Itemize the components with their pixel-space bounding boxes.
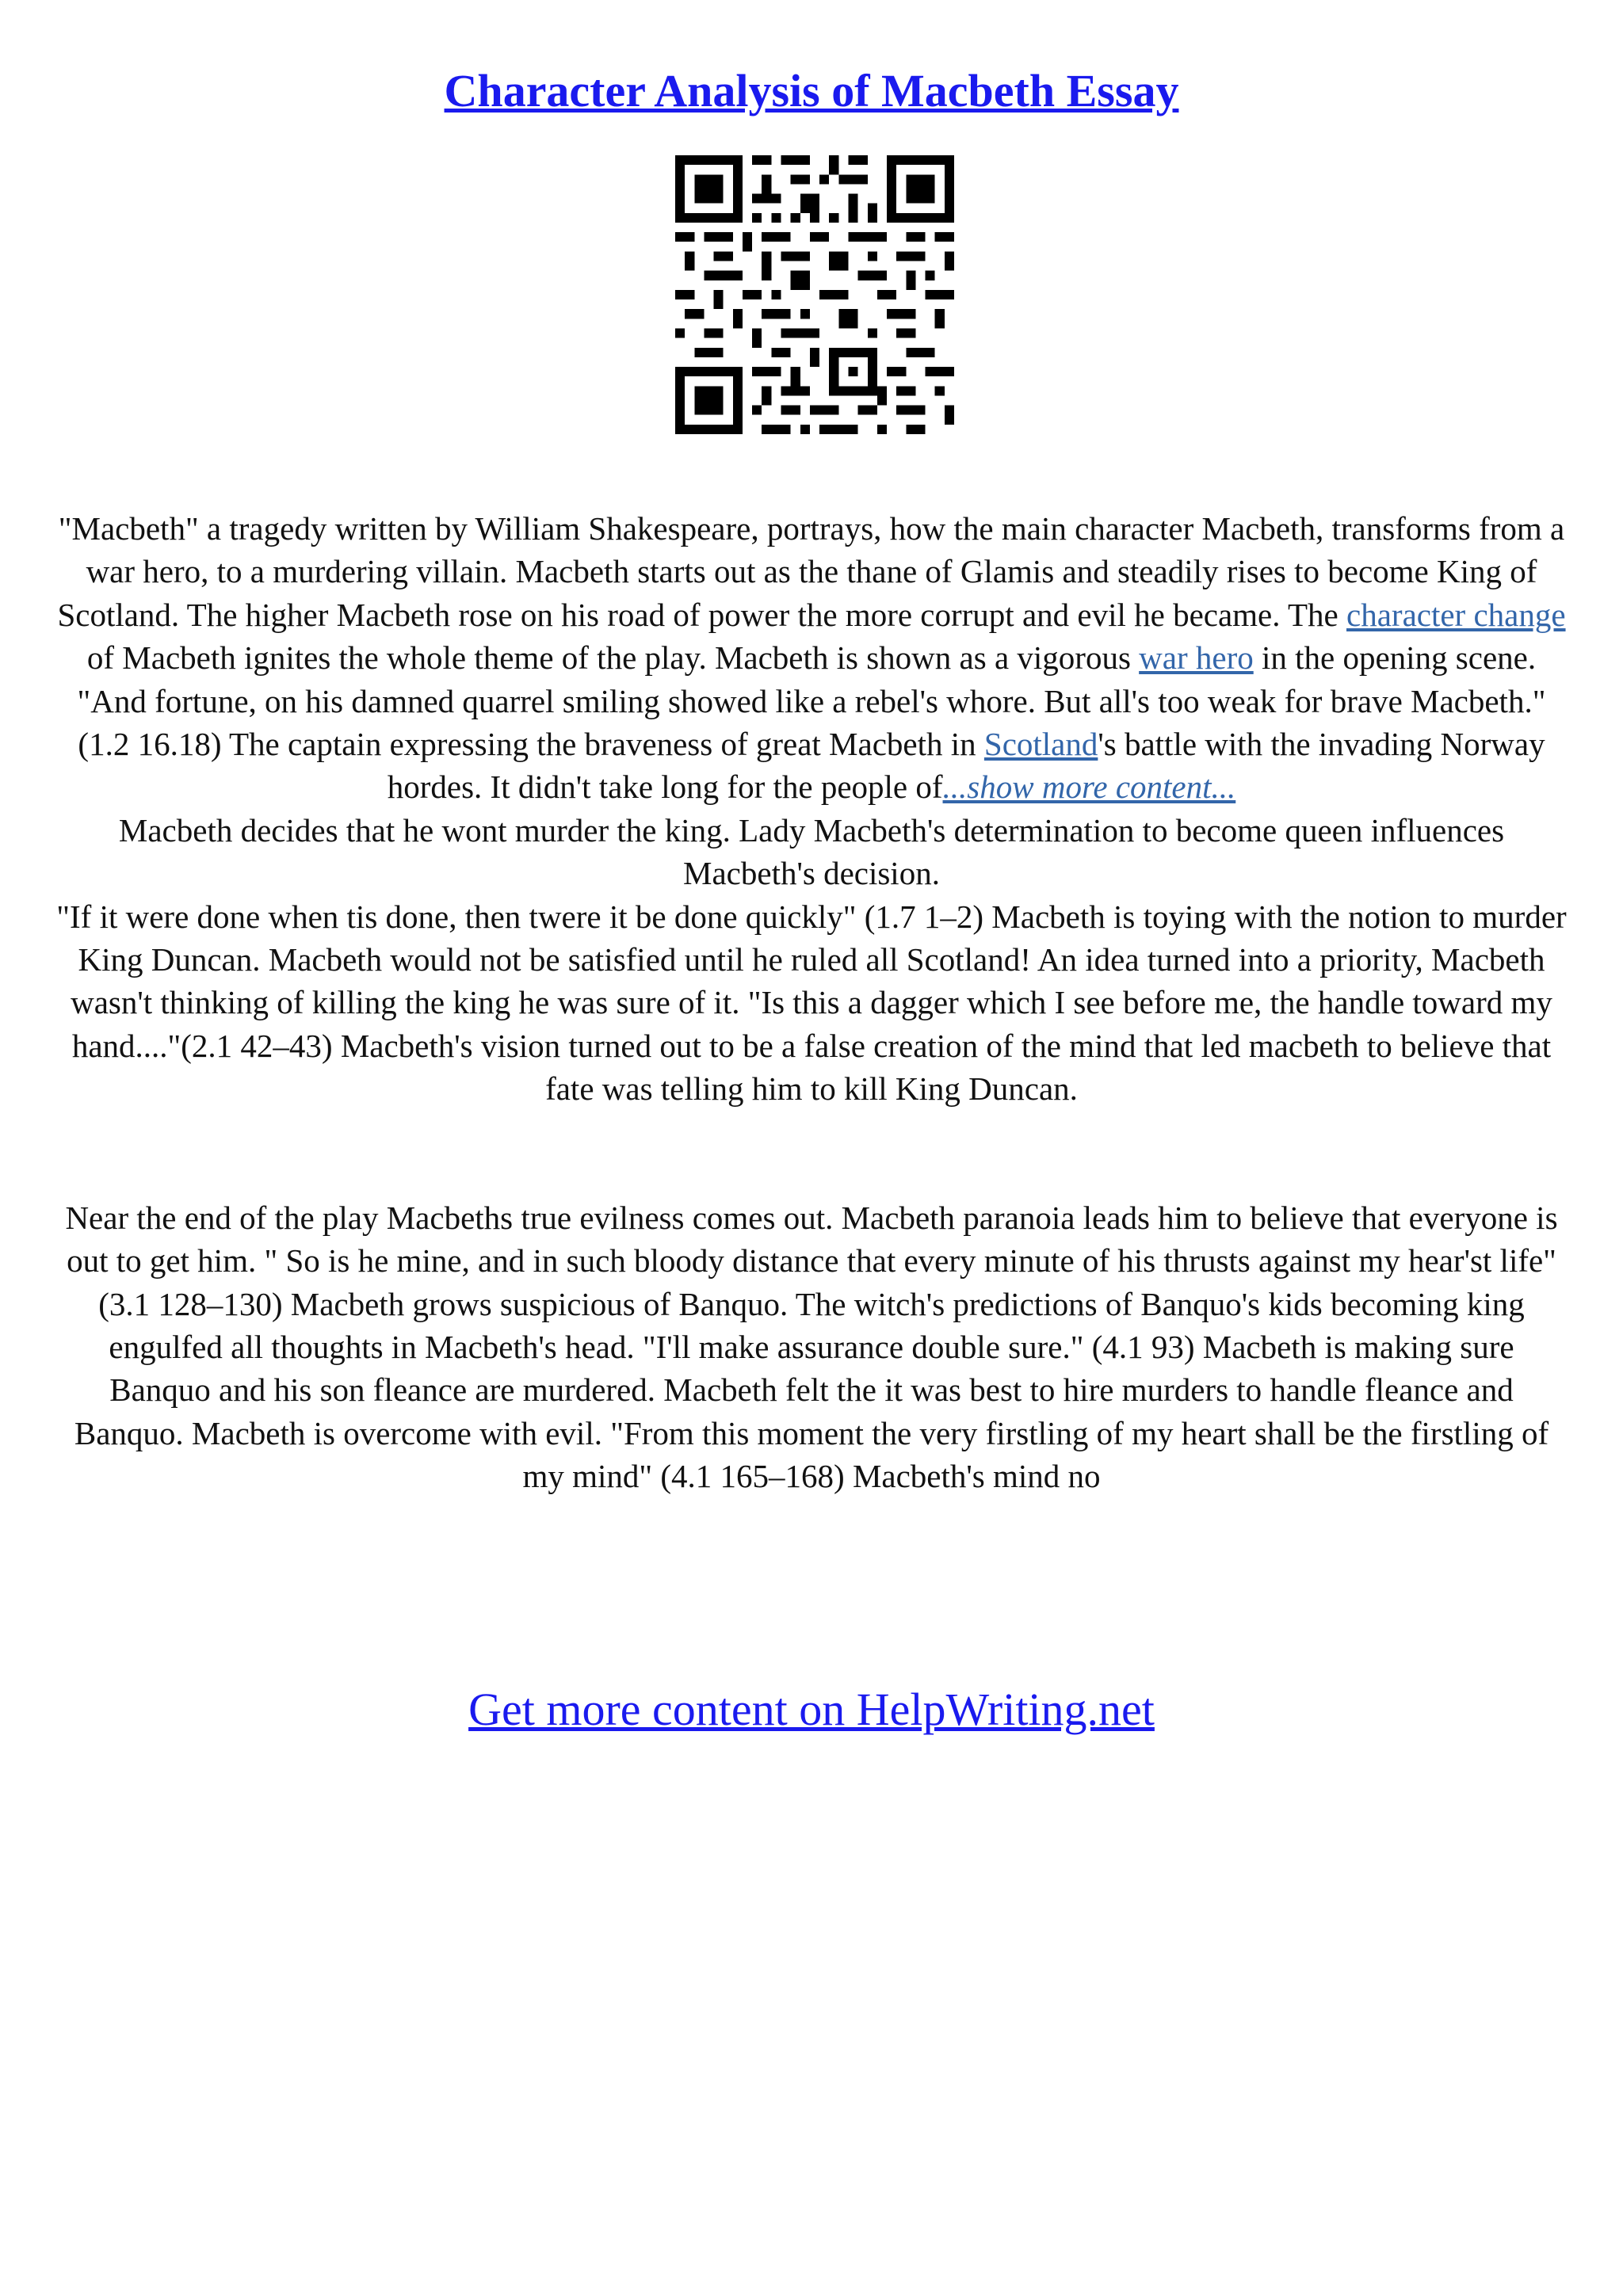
paragraph-spacer xyxy=(55,1111,1568,1196)
footer xyxy=(0,1678,1623,1741)
qr-code-icon xyxy=(675,155,954,434)
show-more-content-link[interactable]: ...show more content... xyxy=(942,769,1236,806)
paragraph-intro: "Macbeth" a tragedy written by William Shakespeare, portrays, how the main character Macbeth, transforms from a war hero, to a murdering villain. Macbeth starts out as the thane of Glamis and steadily rises to become King of Scotland. The higher Macbeth rose on his road of power the more corrupt and evil he became. The character change of Macbeth ignites the whole theme of the play. Macbeth is shown as a vigorous war hero in the opening scene. "And fortune, on his damned quarrel smiling showed like a rebel's whore. But all's too weak for brave Macbeth." (1.2 16.18) The captain expressing the braveness of great Macbeth in Scotland's battle with the invading Norway hordes. It didn't take long for the people of...show more content... xyxy=(57,510,1566,806)
get-more-content-link[interactable]: Get more content on HelpWriting.net xyxy=(468,1684,1155,1735)
paragraph-dagger: "If it were done when tis done, then twere it be done quickly" (1.7 1–2) Macbeth is toying with the notion to murder King Duncan. Macbeth would not be satisfied until he ruled all Scotland! An idea turned into a priority, Macbeth wasn't thinking of killing the king he was sure of it. "Is this a dagger which I see before me, the handle toward my hand...."(2.1 42–43) Macbeth's vision turned out to be a false creation of the mind that led macbeth to believe that fate was telling him to kill King Duncan. xyxy=(56,898,1567,1108)
paragraph-evilness: Near the end of the play Macbeths true evilness comes out. Macbeth paranoia leads him to believe that everyone is out to get him. " So is he mine, and in such bloody distance that every minute of his thrusts against my hear'st life" (3.1 128–130) Macbeth grows suspicious of Banquo. The witch's predictions of Banquo's kids becoming king engulfed all thoughts in Macbeth's head. "I'll make assurance double sure." (4.1 93) Macbeth is making sure Banquo and his son fleance are murdered. Macbeth felt the it was best to hire murders to handle fleance and Banquo. Macbeth is overcome with evil. "From this moment the very firstling of my heart shall be the firstling of my mind" (4.1 165–168) Macbeth's mind no xyxy=(65,1199,1558,1495)
war-hero-link[interactable]: war hero xyxy=(1139,639,1254,677)
document-title xyxy=(0,55,1623,127)
title-link[interactable]: Character Analysis of Macbeth Essay xyxy=(444,65,1179,116)
paragraph-decision: Macbeth decides that he wont murder the king. Lady Macbeth's determination to become queen influences Macbeth's decision. xyxy=(118,811,1505,892)
essay-body xyxy=(55,507,1568,1498)
character-change-link[interactable]: character change xyxy=(1346,596,1566,633)
scotland-link[interactable]: Scotland xyxy=(983,726,1098,763)
